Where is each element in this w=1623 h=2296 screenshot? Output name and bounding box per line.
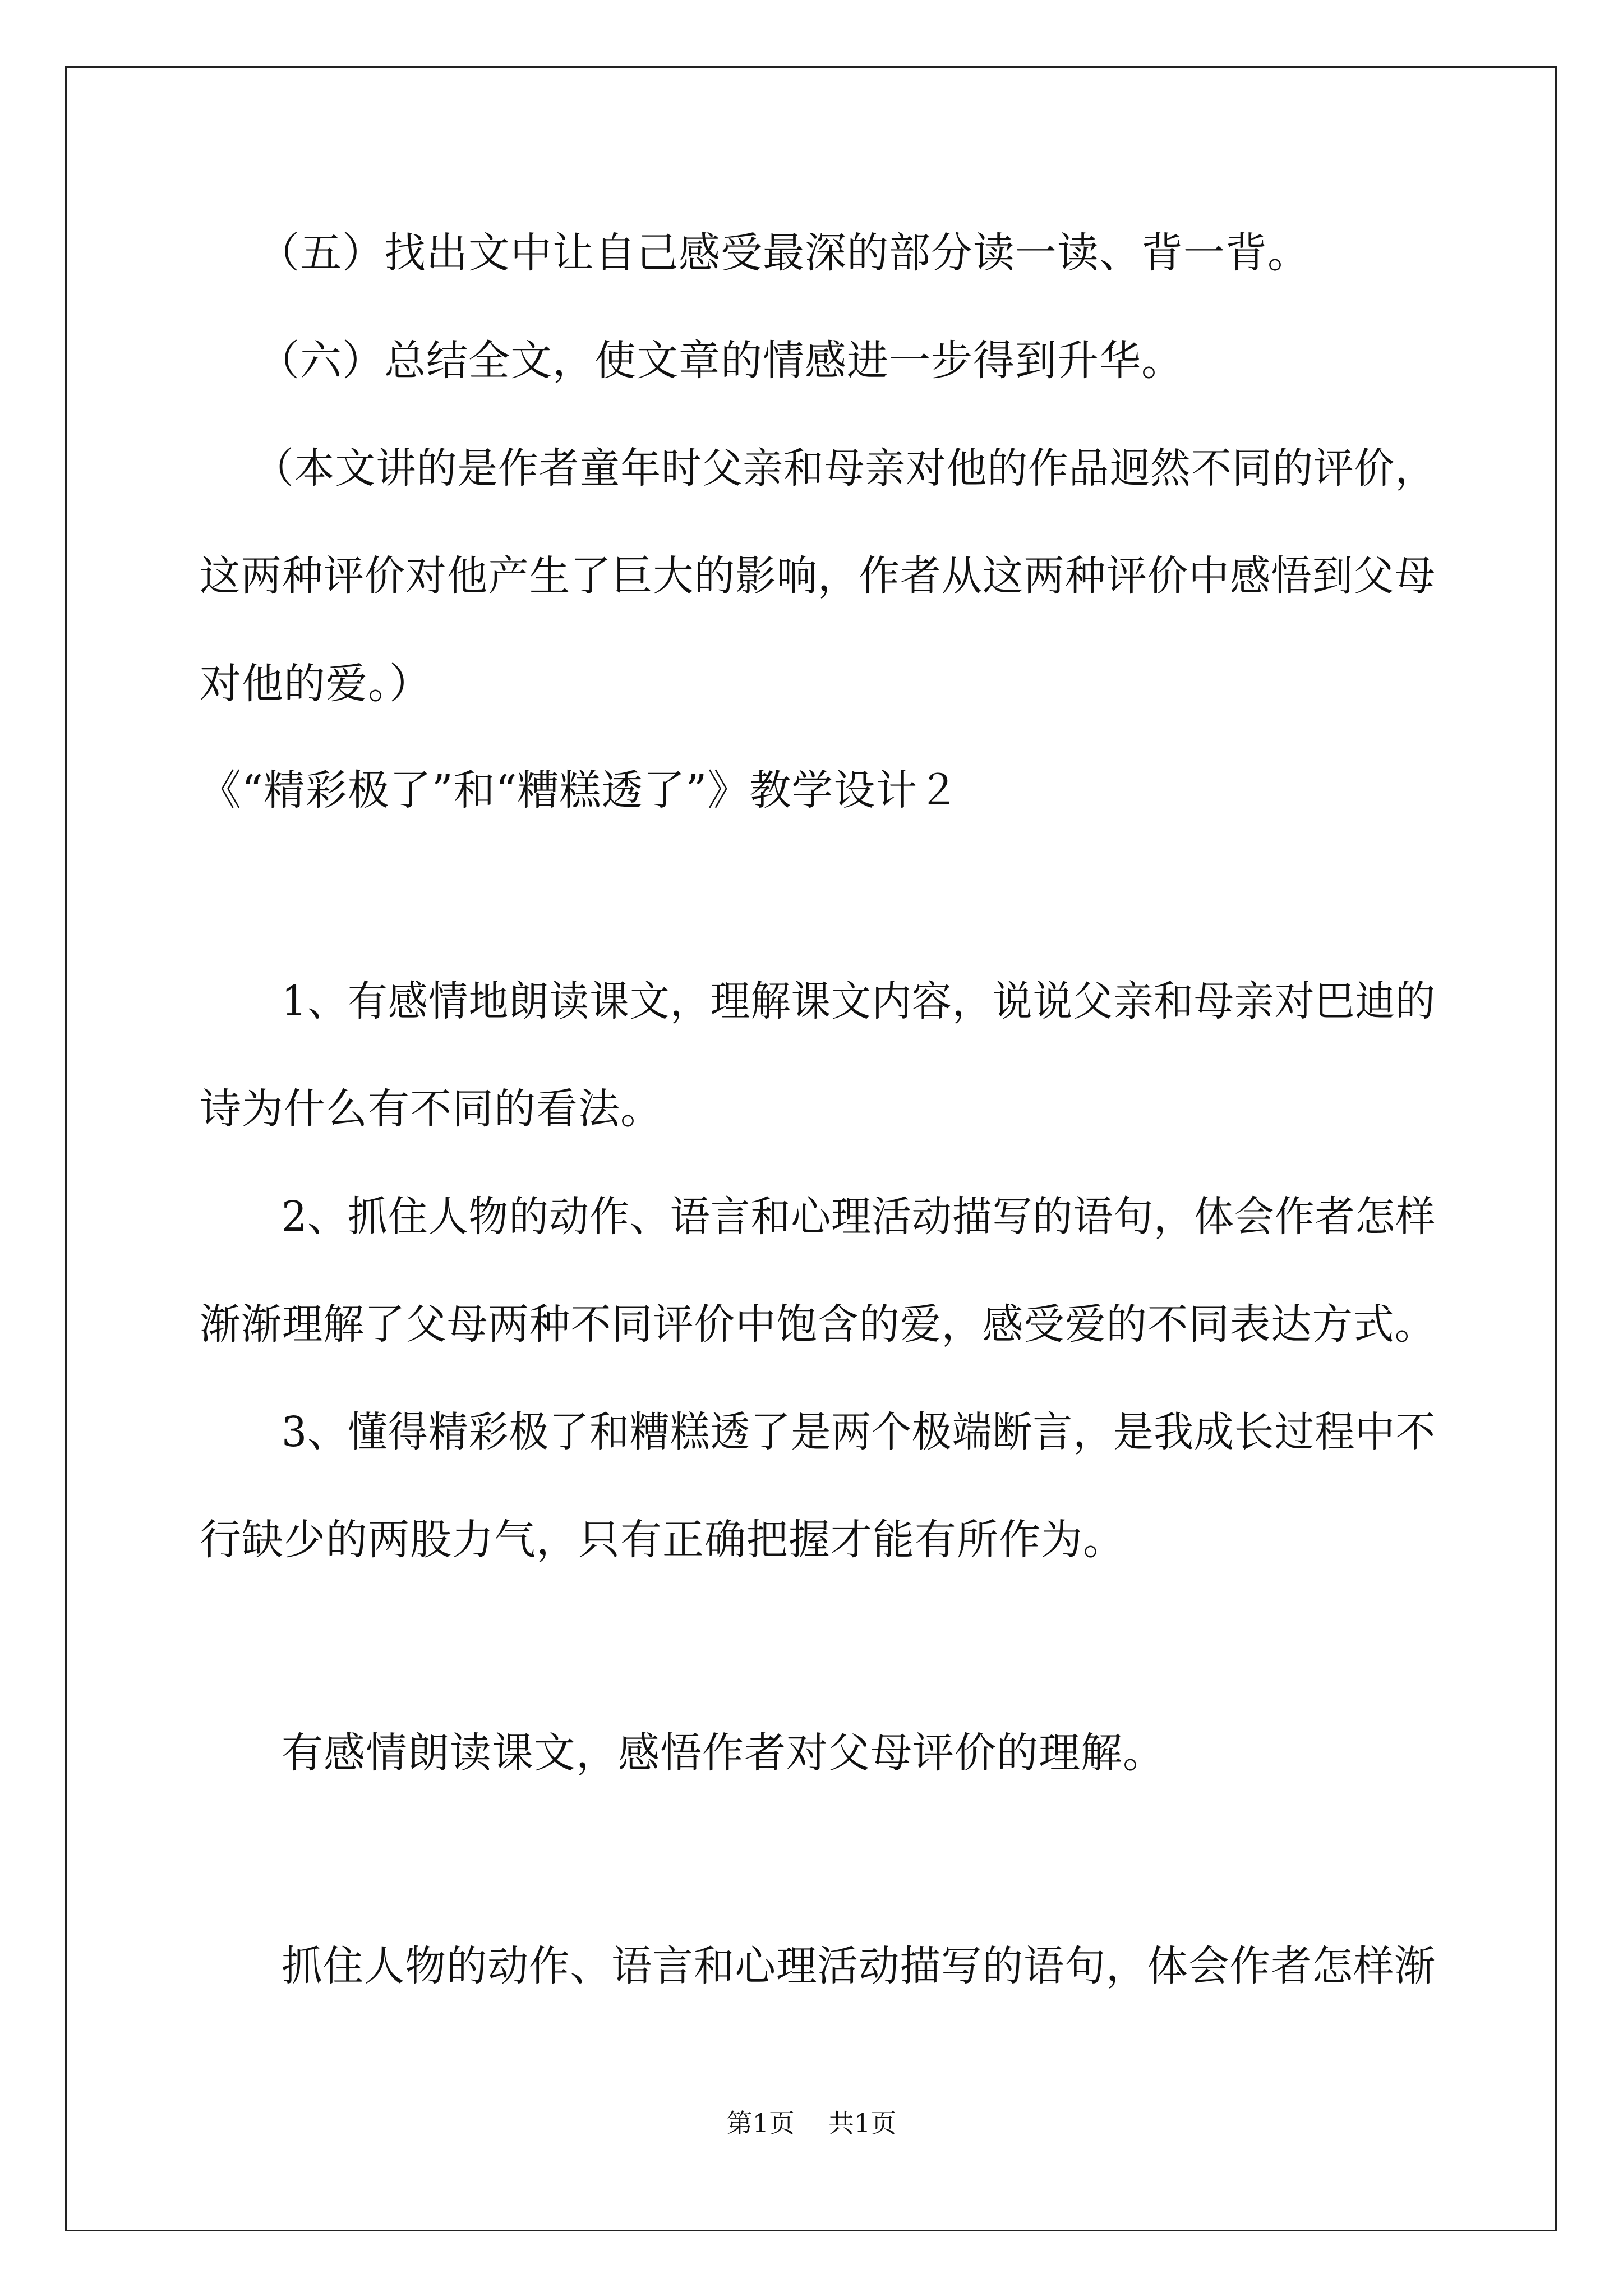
- section-heading: 《“精彩极了”和“糟糕透了”》教学设计２: [200, 766, 960, 815]
- text-line: 2、抓住人物的动作、语言和心理活动描写的语句，体会作者怎样: [282, 1193, 1436, 1241]
- text-line: 有感情朗读课文，感悟作者对父母评价的理解。: [282, 1729, 1165, 1777]
- text-line: 渐渐理解了父母两种不同评价中饱含的爱，感受爱的不同表达方式。: [200, 1300, 1436, 1349]
- text-line: （五）找出文中让自己感受最深的部分读一读、背一背。: [258, 229, 1310, 277]
- text-line: 这两种评价对他产生了巨大的影响，作者从这两种评价中感悟到父母: [200, 552, 1436, 600]
- text-line: （本文讲的是作者童年时父亲和母亲对他的作品迥然不同的评价，: [253, 444, 1436, 493]
- page-footer: [0, 2110, 1623, 2136]
- text-line: 抓住人物的动作、语言和心理活动描写的语句，体会作者怎样渐: [282, 1942, 1436, 1990]
- page-border: [65, 66, 1557, 2231]
- text-line: （六）总结全文，使文章的情感进一步得到升华。: [258, 337, 1183, 385]
- page-total: 共1页: [828, 2108, 897, 2138]
- text-line: 1、有感情地朗读课文，理解课文内容，说说父亲和母亲对巴迪的: [282, 977, 1436, 1025]
- page-number: 第1页: [726, 2108, 795, 2138]
- text-line: 3、懂得精彩极了和糟糕透了是两个极端断言，是我成长过程中不: [282, 1408, 1436, 1456]
- text-line: 诗为什么有不同的看法。: [200, 1085, 662, 1133]
- text-line: 对他的爱。）: [200, 660, 431, 708]
- text-line: 行缺少的两股力气，只有正确把握才能有所作为。: [200, 1516, 1125, 1564]
